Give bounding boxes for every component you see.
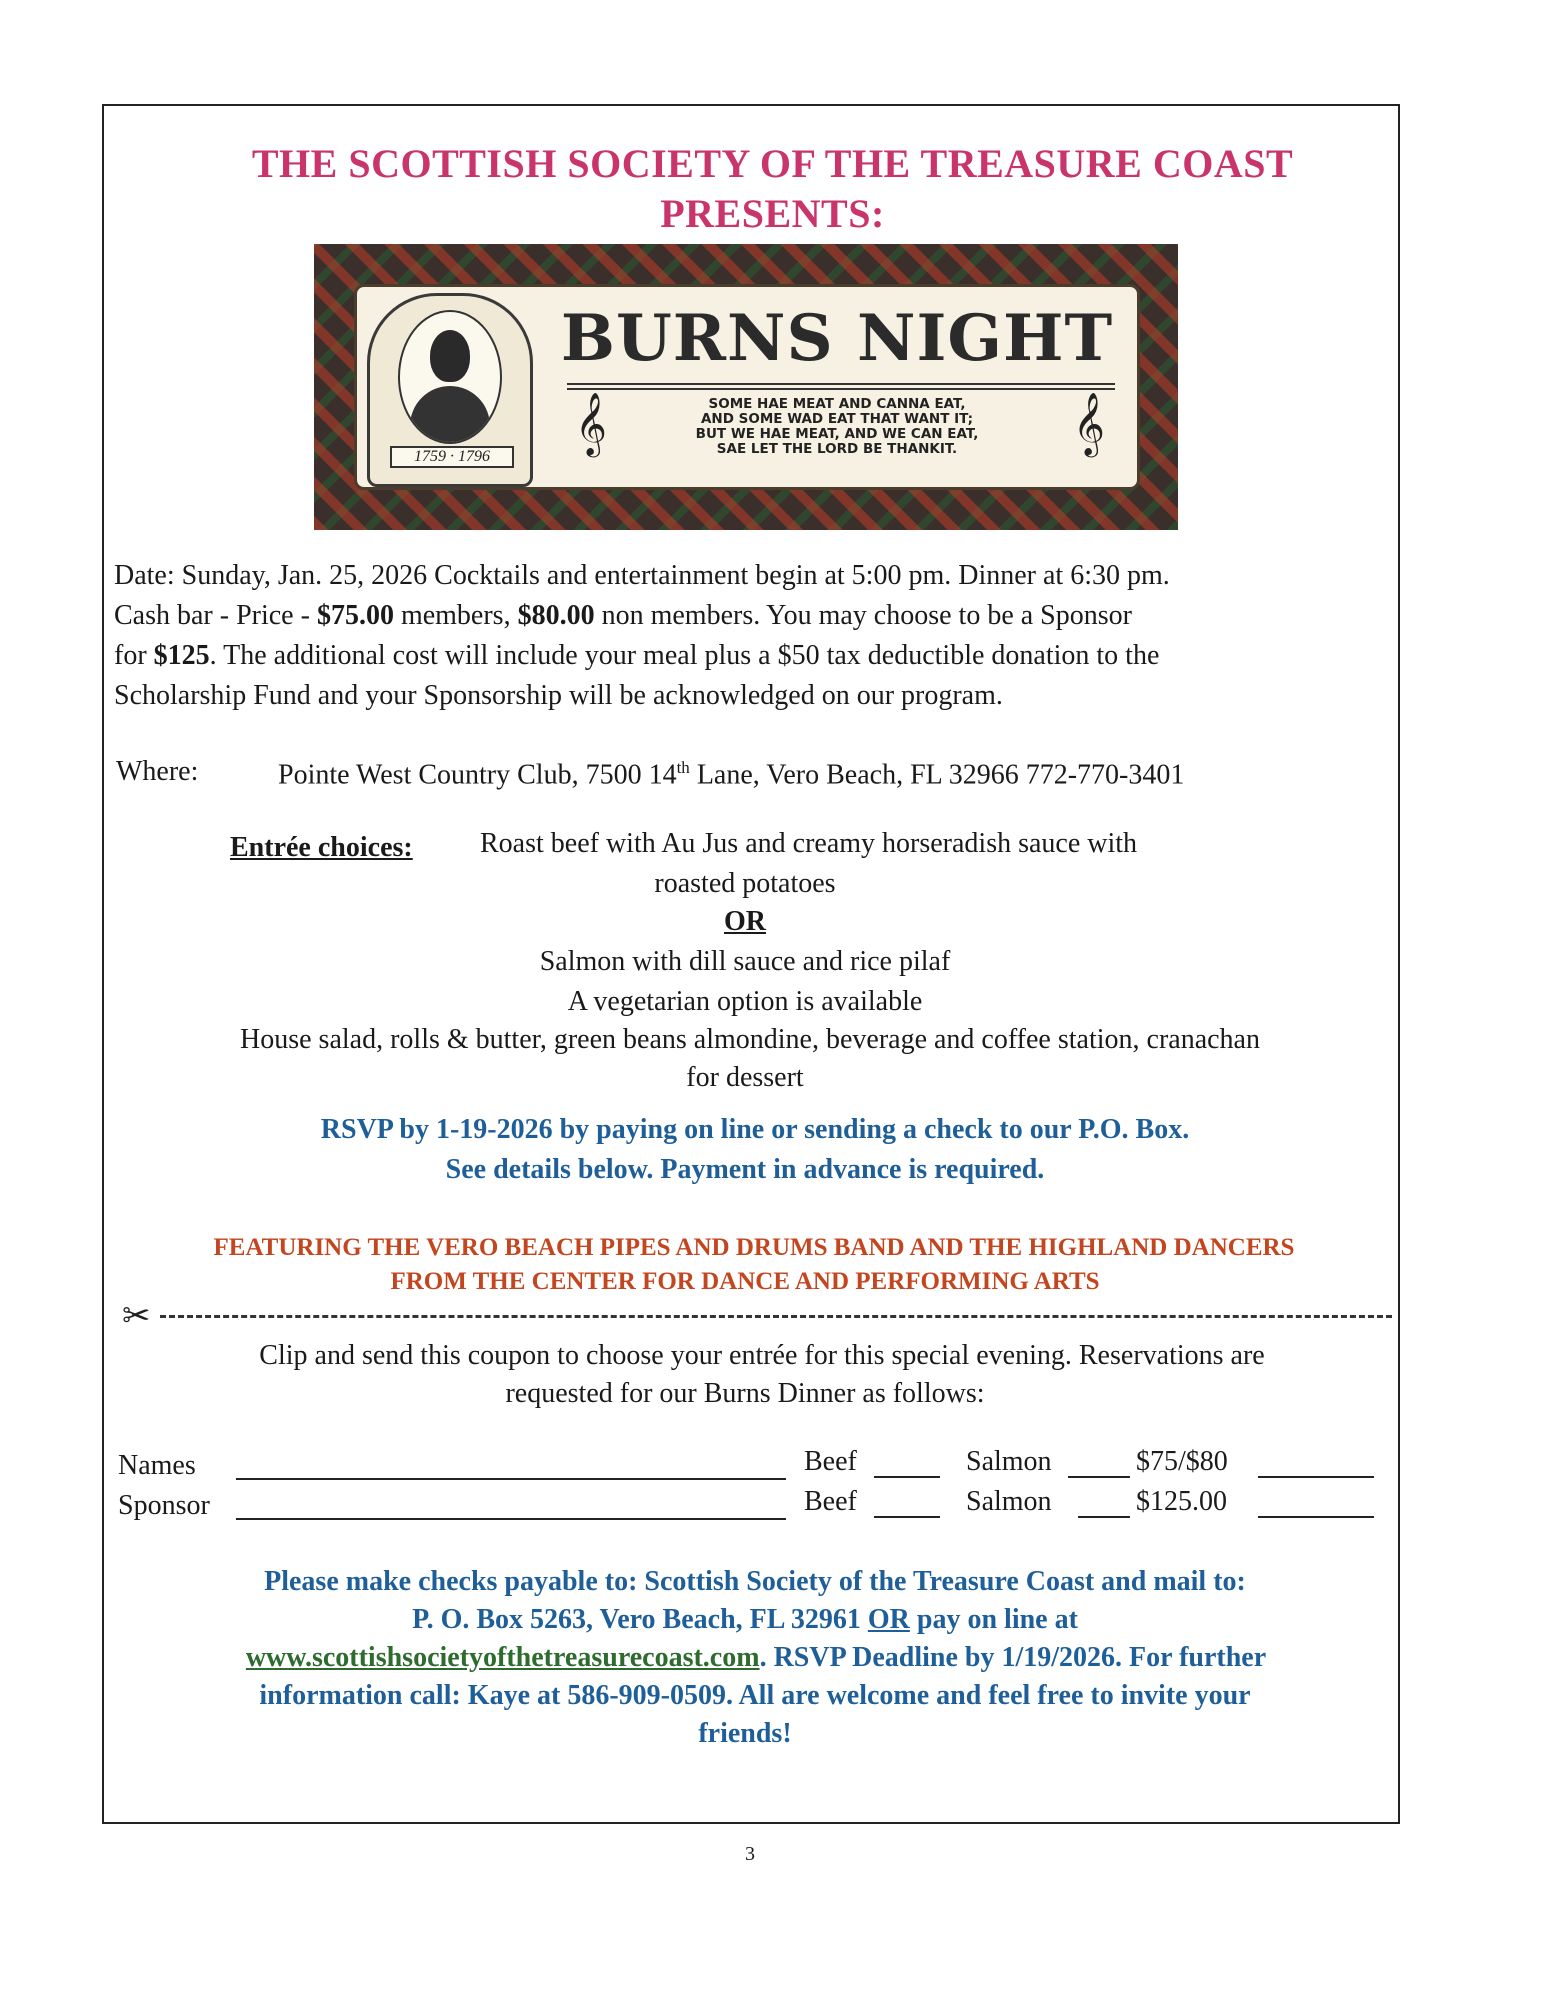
robert-burns-portrait [398,310,502,444]
sponsor-field[interactable] [236,1518,786,1520]
banner-plaque [354,284,1140,490]
treble-clef-icon: 𝄞 [1073,392,1105,455]
sides-line: House salad, rolls & butter, green beans almondine, beverage and coffee station, cranachan [240,1024,1260,1055]
header-line-1: THE SCOTTISH SOCIETY OF THE TREASURE COAST [251,141,1294,186]
names-field[interactable] [236,1478,786,1480]
burns-night-banner [314,244,1178,530]
payment-line-3: www.scottishsocietyofthetreasurecoast.com. RSVP Deadline by 1/19/2026. For further [245,1642,1267,1673]
sponsor-label: Sponsor [118,1490,210,1521]
featuring-line-2: FROM THE CENTER FOR DANCE AND PERFORMING ARTS [390,1268,1100,1295]
beef-count-field[interactable] [874,1516,940,1518]
rsvp-line-1: RSVP by 1-19-2026 by paying on line or sending a check to our P.O. Box. [320,1114,1190,1145]
header-line-2: PRESENTS: [660,191,885,236]
sponsor-price: $125 [153,640,210,671]
portrait-frame [367,293,533,487]
sides-line-cont: for dessert [686,1062,804,1093]
entree-choice-beef-cont: roasted potatoes [654,868,836,899]
salmon-label: Salmon [966,1446,1052,1477]
price-label: $75/$80 [1136,1446,1228,1477]
salmon-label: Salmon [966,1486,1052,1517]
price-label: $125.00 [1136,1486,1227,1517]
price-line: Cash bar - Price - $75.00 members, $80.00 non members. You may choose to be a Sponsor [114,600,1132,631]
payment-line-1: Please make checks payable to: Scottish Society of the Treasure Coast and mail to: [264,1566,1246,1597]
rsvp-line-2: See details below. Payment in advance is required. [445,1154,1045,1185]
non-member-price: $80.00 [517,600,595,631]
beef-label: Beef [804,1446,857,1477]
payment-line-2: P. O. Box 5263, Vero Beach, FL 32961 OR pay on line at [412,1604,1078,1635]
coupon-instructions-1: Clip and send this coupon to choose your entrée for this special evening. Reservations are [259,1340,1265,1371]
coupon-cut-line [160,1315,1392,1318]
website-link[interactable]: www.scottishsocietyofthetreasurecoast.com [245,1642,760,1673]
beef-label: Beef [804,1486,857,1517]
venue-address: Pointe West Country Club, 7500 14th Lane, Vero Beach, FL 32966 772-770-3401 [278,758,1185,791]
where-label: Where: [116,756,199,787]
featuring-line-1: FEATURING THE VERO BEACH PIPES AND DRUMS BAND AND THE HIGHLAND DANCERS [213,1234,1295,1261]
entree-choice-beef: Roast beef with Au Jus and creamy horseradish sauce with [480,828,1138,859]
salmon-count-field[interactable] [1068,1476,1130,1478]
portrait-years: 1759 · 1796 [390,446,514,468]
scholarship-line: Scholarship Fund and your Sponsorship will be acknowledged on our program. [114,680,1003,711]
amount-field[interactable] [1258,1476,1374,1478]
entree-choices-label: Entrée choices: [230,832,413,863]
payment-line-4: information call: Kaye at 586-909-0509. All are welcome and feel free to invite your [259,1680,1251,1711]
beef-count-field[interactable] [874,1476,940,1478]
vegetarian-note: A vegetarian option is available [567,986,923,1017]
payment-line-5: friends! [698,1718,792,1749]
event-date-line: Date: Sunday, Jan. 25, 2026 Cocktails and entertainment begin at 5:00 pm. Dinner at 6:30 pm. [114,560,1170,591]
selkirk-grace: SOME HAE MEAT AND CANNA EAT, AND SOME WAD EAT THAT WANT IT; BUT WE HAE MEAT, AND WE CAN EAT, SAE LET THE LORD BE THANKIT. [695,396,979,457]
entree-choice-salmon: Salmon with dill sauce and rice pilaf [539,946,951,977]
member-price: $75.00 [316,600,394,631]
treble-clef-icon: 𝄞 [575,392,607,455]
scissors-icon: ✂ [122,1296,151,1336]
menu-or: OR [724,906,766,937]
sponsor-line: for $125. The additional cost will include your meal plus a $50 tax deductible donation to the [114,640,1160,671]
names-label: Names [118,1450,196,1481]
coupon-instructions-2: requested for our Burns Dinner as follows: [505,1378,985,1409]
amount-field[interactable] [1258,1516,1374,1518]
salmon-count-field[interactable] [1078,1516,1130,1518]
banner-title: BURNS NIGHT [560,301,1114,376]
page-number: 3 [745,1843,755,1865]
